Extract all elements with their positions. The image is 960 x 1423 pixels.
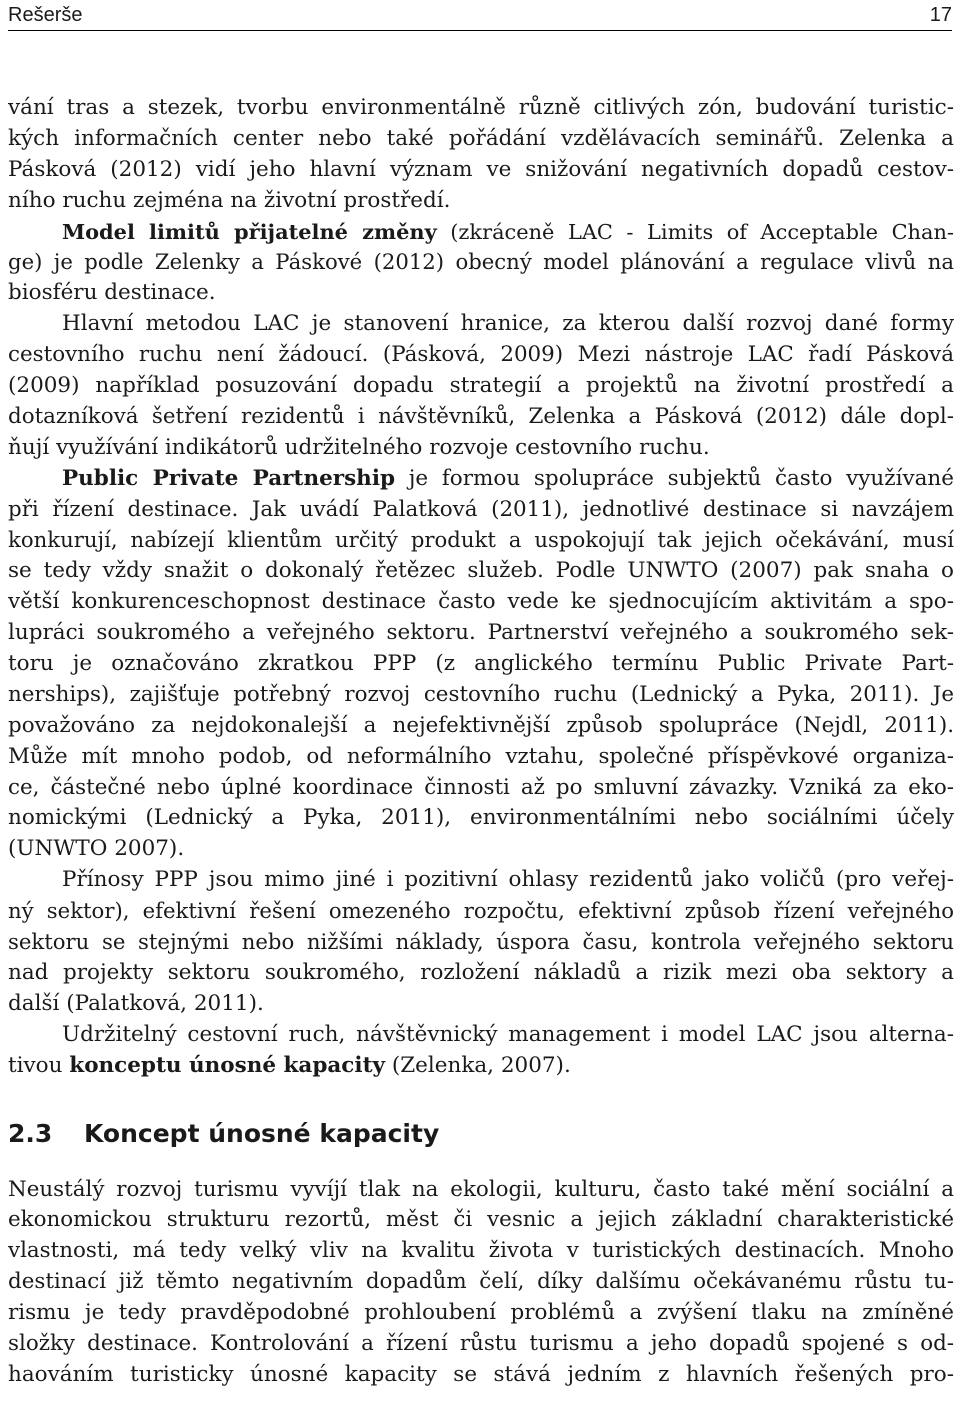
text-line: ekonomickou strukturu rezortů, měst či vesnic a jejich základní charakteristické <box>8 1207 954 1233</box>
text-line: nad projekty sektoru soukromého, rozložení nákladů a rizik mezi oba sektory a <box>8 959 954 985</box>
text-line <box>8 464 954 495</box>
section-title: Koncept únosné kapacity <box>84 1118 440 1148</box>
text-line: Neustálý rozvoj turismu vyvíjí tlak na ekologii, kulturu, často také mění sociální a <box>8 1176 954 1202</box>
section-heading <box>8 1112 954 1156</box>
text-line: sektoru se stejnými nebo nižšími náklady, úspora času, kontrola veřejného sektoru <box>8 929 954 955</box>
text-line: cestovního ruchu není žádoucí. (Pásková, 2009) Mezi nástroje LAC řadí Pásková <box>8 342 954 368</box>
text-line: nerships), zajišťuje potřebný rozvoj cestovního ruchu (Lednický a Pyka, 2011). Je <box>8 681 954 707</box>
text-line <box>8 1051 954 1082</box>
text-line: Hlavní metodou LAC je stanovení hranice, za kterou další rozvoj dané formy <box>62 311 954 337</box>
text-line: považováno za nejdokonalejší a nejefektivnější způsob spolupráce (Nejdl, 2011). <box>8 712 954 738</box>
text-line: Udržitelný cestovní ruch, návštěvnický management i model LAC jsou alterna- <box>62 1021 954 1047</box>
text-line: Může mít mnoho podob, od neformálního vztahu, společné příspěvkové organiza- <box>8 743 954 769</box>
text-run: je formou spolupráce subjektů často využívané <box>395 465 954 491</box>
text-line: se tedy vždy snažit o dokonalý řetězec služeb. Podle UNWTO (2007) pak snaha o <box>8 558 954 584</box>
text-line <box>8 217 954 248</box>
text-line: konkurují, nabízejí klientům určitý produkt a uspokojují tak jejich očekávání, musí <box>8 527 954 553</box>
text-run: (zkráceně LAC - Limits of Acceptable Chan- <box>436 219 954 244</box>
text-line: další (Palatková, 2011). <box>8 990 264 1016</box>
text-line: kých informačních center nebo také pořádání vzdělávacích seminářů. Zelenka a <box>8 125 954 151</box>
text-line: Přínosy PPP jsou mimo jiné i pozitivní ohlasy rezidentů jako voličů (pro veřej- <box>62 867 954 893</box>
text-line: vání tras a stezek, tvorbu environmentálně různě citlivých zón, budování turistic- <box>8 95 954 120</box>
text-line: destinací již těmto negativním dopadům čelí, díky dalšímu očekávanému růstu tu- <box>8 1269 954 1295</box>
text-line: nomickými (Lednický a Pyka, 2011), environmentálními nebo sociálními účely <box>8 805 954 831</box>
text-line: ního ruchu zejména na životní prostředí. <box>8 187 451 213</box>
text-line: (UNWTO 2007). <box>8 836 185 862</box>
text-line: toru je označováno zkratkou PPP (z anglického termínu Public Private Part- <box>8 651 954 677</box>
term-lac: Model limitů přijatelné změny <box>62 218 437 244</box>
header-page-number: 17 <box>929 3 952 26</box>
text-line: vlastnosti, má tedy velký vliv na kvalitu života v turistických destinacích. Mnoho <box>8 1238 954 1264</box>
text-run: tivou <box>8 1052 70 1078</box>
text-line: ný sektor), efektivní řešení omezeného rozpočtu, efektivní způsob řízení veřejného <box>8 898 954 924</box>
text-run: (Zelenka, 2007). <box>385 1052 571 1078</box>
text-line: složky destinace. Kontrolování a řízení růstu turismu a jeho dopadů spojené s od- <box>8 1330 954 1356</box>
text-line: Pásková (2012) vidí jeho hlavní význam ve snižování negativních dopadů cestov- <box>8 156 954 182</box>
text-line: ňují využívání indikátorů udržitelného rozvoje cestovního ruchu. <box>8 434 710 460</box>
text-line: ce, částečné nebo úplné koordinace činnosti až po smluvní závazky. Vzniká za eko- <box>8 774 954 800</box>
term-ppp: Public Private Partnership <box>62 465 396 491</box>
running-header <box>8 0 952 31</box>
section-number: 2.3 <box>8 1118 53 1148</box>
page-body <box>8 93 954 1391</box>
text-line: haováním turisticky únosné kapacity se stává jedním z hlavních řešených pro- <box>8 1361 954 1387</box>
text-line: ge) je podle Zelenky a Páskové (2012) obecný model plánování a regulace vlivů na <box>8 249 954 275</box>
term-capacity: konceptu únosné kapacity <box>69 1052 385 1078</box>
text-line: dotazníková šetření rezidentů i návštěvníků, Zelenka a Pásková (2012) dále dopl- <box>8 403 954 429</box>
text-line: větší konkurenceschopnost destinace často vede ke sjednocujícím aktivitám a spo- <box>8 589 954 615</box>
text-line: při řízení destinace. Jak uvádí Palatková (2011), jednotlivé destinace si navzájem <box>8 496 954 522</box>
text-line: (2009) například posuzování dopadu strategií a projektů na životní prostředí a <box>8 373 954 399</box>
text-line: rismu je tedy pravděpodobné prohloubení problémů a zvýšení tlaku na zmíněné <box>8 1300 954 1326</box>
text-line: biosféru destinace. <box>8 280 216 306</box>
header-section-title: Rešerše <box>8 3 83 26</box>
text-line: lupráci soukromého a veřejného sektoru. Partnerství veřejného a soukromého sek- <box>8 620 954 646</box>
